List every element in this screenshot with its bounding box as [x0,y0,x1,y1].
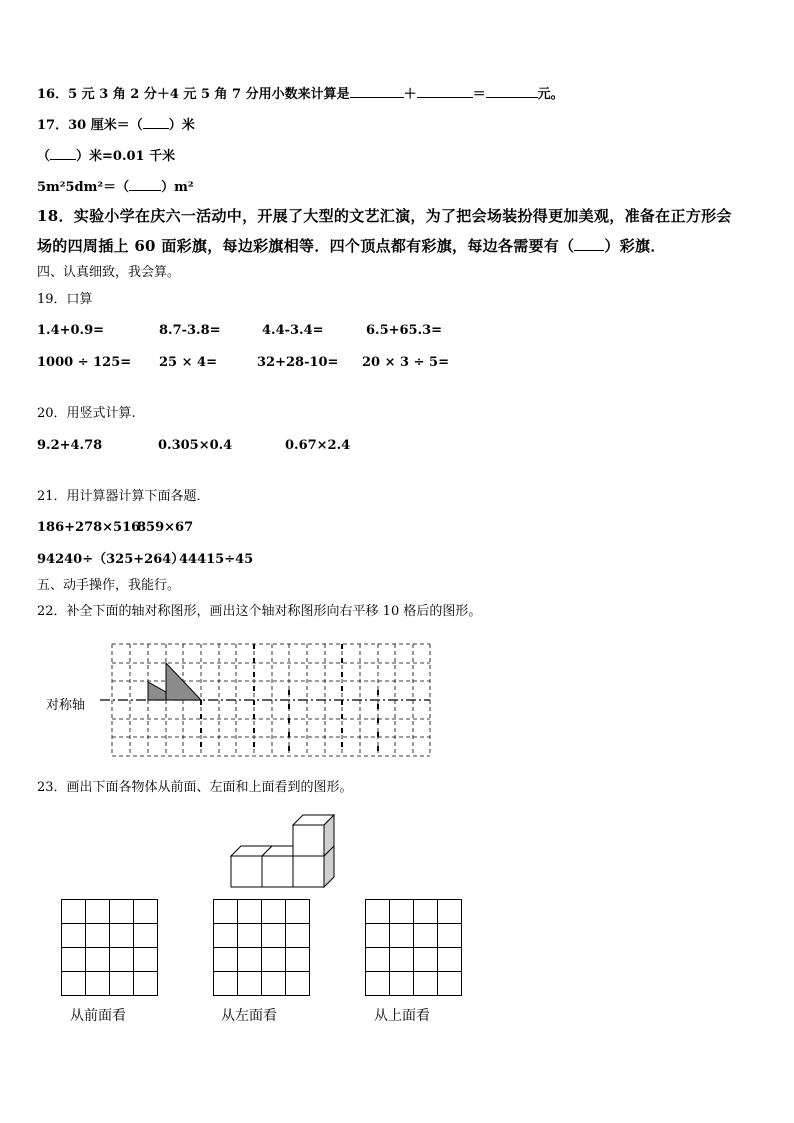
question-text: ）m² [161,180,194,195]
view-grid-front[interactable] [61,899,158,996]
question-text: 实验小学在庆六一活动中，开展了大型的文艺汇演，为了把会场装扮得更加美观，准备在正方形会 [73,207,732,225]
question-number: 17． [37,118,69,133]
oral-calc-item: 1.4+0.9= [37,323,105,338]
oral-calc-item: 20 × 3 ÷ 5= [362,355,449,370]
equals-sign: ＝ [472,87,486,102]
question-text: 口算 [66,292,93,307]
question-text: 30 厘米＝（ [68,118,143,133]
calculator-item: 44415÷45 [179,552,254,567]
oral-calc-item: 32+28-10= [257,355,339,370]
question-number: 19． [37,292,67,307]
plus-sign: ＋ [403,87,417,102]
question-number: 23． [37,780,67,795]
question-number: 21． [37,489,67,504]
view-label-left: 从左面看 [221,1008,277,1024]
question-number: 16． [37,87,69,102]
vertical-calc-item: 0.67×2.4 [285,438,351,453]
oral-calc-item: 8.7-3.8= [159,323,221,338]
oral-calc-item: 4.4-3.4= [262,323,324,338]
vertical-calc-item: 9.2+4.78 [37,438,103,453]
question-number: 22． [37,604,67,619]
question-text: （ [37,149,51,164]
question-text: 5m²5dm²＝（ [37,180,130,195]
question-text: ）米 [168,118,195,133]
question-number: 20． [37,406,67,421]
view-grid-left[interactable] [213,899,310,996]
section-heading-4: 四、认真细致，我会算。 [37,265,181,280]
vertical-calc-item: 0.305×0.4 [158,438,233,453]
calculator-item: 859×67 [137,520,194,535]
unit-text: 元。 [537,87,564,102]
calculator-item: 186+278×516 [37,520,141,535]
question-text: 场的四周插上 60 面彩旗，每边彩旗相等．四个顶点都有彩旗，每边各需要有（ [37,237,575,255]
question-text: 5 元 3 角 2 分＋4 元 5 角 7 分用小数来计算是 [68,87,350,102]
oral-calc-item: 25 × 4= [159,355,217,370]
section-heading-5: 五、动手操作，我能行。 [37,578,181,593]
oral-calc-item: 1000 ÷ 125= [37,355,132,370]
view-grid-top[interactable] [365,899,462,996]
oral-calc-item: 6.5+65.3= [366,323,443,338]
question-text: 用计算器计算下面各题． [66,489,210,504]
view-label-top: 从上面看 [374,1008,430,1024]
symmetry-axis-label: 对称轴 [46,698,86,713]
calculator-item: 94240÷（325+264） [37,552,185,567]
question-text: ）彩旗． [604,237,666,255]
view-label-front: 从前面看 [70,1008,126,1024]
question-text: ）米=0.01 千米 [76,149,176,164]
question-text: 用竖式计算. [66,406,136,421]
question-text: 补全下面的轴对称图形，画出这个轴对称图形向右平移 10 格后的图形。 [66,604,482,619]
question-number: 18． [37,207,74,225]
question-text: 画出下面各物体从前面、左面和上面看到的图形。 [66,780,353,795]
